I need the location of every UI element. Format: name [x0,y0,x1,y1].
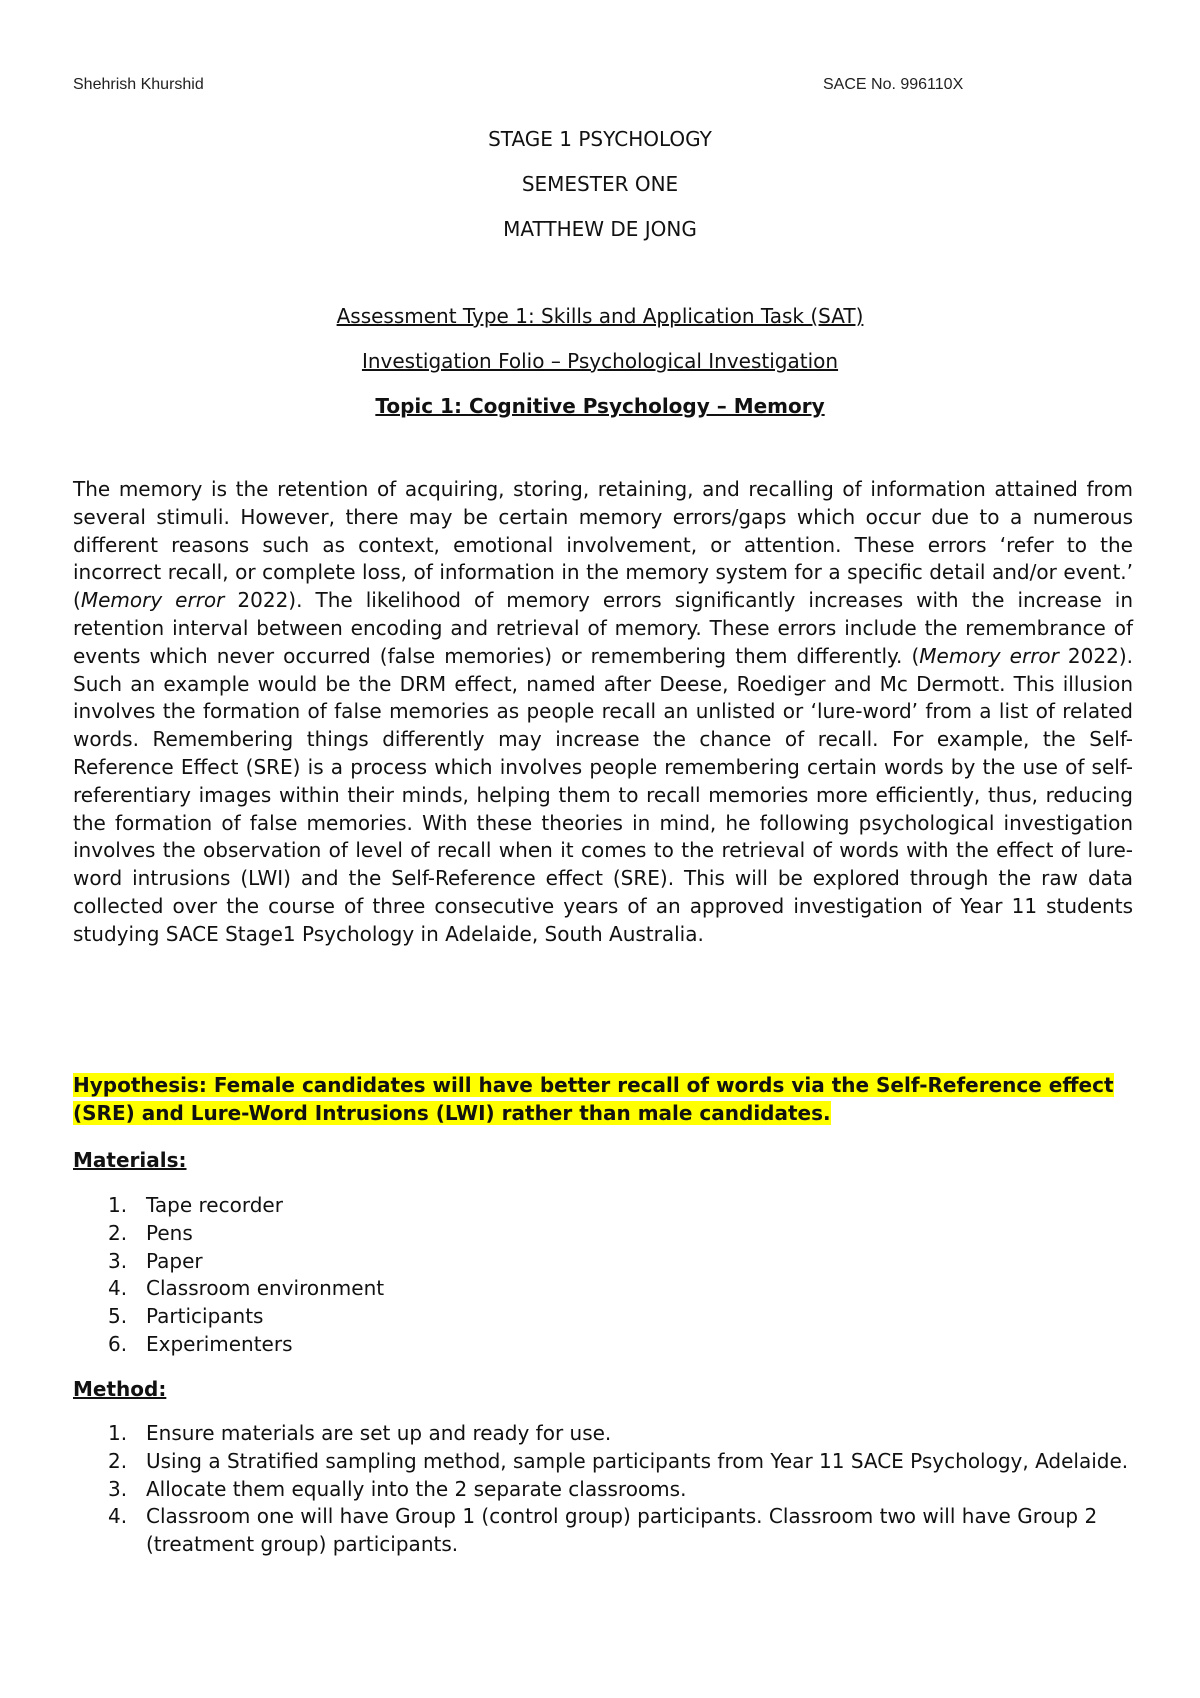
hypothesis [73,1072,1143,1127]
investigation-folio: Investigation Folio – Psychological Investigation [361,349,839,373]
list-item: 6. Experimenters [108,1331,293,1356]
list-item: 2. Using a Stratified sampling method, sample participants from Year 11 SACE Psychology, Adelaide. [108,1448,1129,1473]
title-line-course: STAGE 1 PSYCHOLOGY [488,127,712,151]
hypothesis-text: Hypothesis: Female candidates will have better recall of words via the Self-Reference effect (SRE) and Lure-Word Intrusions (LWI) rather than male candidates. [73,1073,1114,1125]
citation-memory-error-1: Memory error [80,588,225,613]
list-item: 5. Participants [108,1304,264,1329]
title-line-semester: SEMESTER ONE [521,172,679,196]
method-list [108,1420,1138,1559]
intro-text-part-1: The memory is the retention of acquiring, storing, retaining, and recalling of information attained from several stimuli. However, there may be certain memory errors/gaps which occur due to a numerous different reasons such as context, emotional involvement, or attention. These errors ‘refer to the incorrect recall, or complete loss, of information in the memory system for a specific detail and/or event.’ ( [73,477,1133,613]
sace-number: SACE No. 996110X [823,76,964,93]
list-item: 3. Paper [108,1248,203,1273]
intro-paragraph [73,476,1133,949]
materials-list [108,1192,1138,1359]
list-item: 4. Classroom one will have Group 1 (control group) participants. Classroom two will have Group 2 (treatment group) participants. [108,1504,1098,1557]
list-item: 2. Pens [108,1220,193,1245]
assessment-type: Assessment Type 1: Skills and Application Task (SAT) [336,304,864,328]
citation-memory-error-2: Memory error [919,643,1059,668]
list-item: 3. Allocate them equally into the 2 separate classrooms. [108,1476,687,1501]
intro-text-part-2: 2022). The likelihood of memory errors significantly increases with the increase in retention interval between encoding and retrieval of memory. These errors include the remembrance of events which never occurred (false memories) or remembering them differently. ( [73,588,1133,668]
list-item: 4. Classroom environment [108,1276,385,1301]
list-item: 1. Tape recorder [108,1193,283,1217]
topic-heading: Topic 1: Cognitive Psychology – Memory [375,394,825,418]
student-name: Shehrish Khurshid [73,76,204,93]
method-heading: Method: [73,1377,167,1401]
materials-heading: Materials: [73,1148,187,1172]
intro-text-part-3: 2022). Such an example would be the DRM effect, named after Deese, Roediger and Mc Dermott. This illusion involves the formation of false memories as people recall an unlisted or ‘lure-word’ from a list of related words. Remembering things differently may increase the chance of recall. For example, the Self-Reference Effect (SRE) is a process which involves people remembering certain words by the use of self-referentiary images within their minds, helping them to recall memories more efficiently, thus, reducing the formation of false memories. With these theories in mind, he following psychological investigation involves the observation of level of recall when it comes to the retrieval of words with the effect of lure-word intrusions (LWI) and the Self-Reference effect (SRE). This will be explored through the raw data collected over the course of three consecutive years of an approved investigation of Year 11 students studying SACE Stage1 Psychology in Adelaide, South Australia. [73,643,1133,946]
list-item: 1. Ensure materials are set up and ready for use. [108,1421,612,1445]
title-line-teacher: MATTHEW DE JONG [503,217,697,241]
